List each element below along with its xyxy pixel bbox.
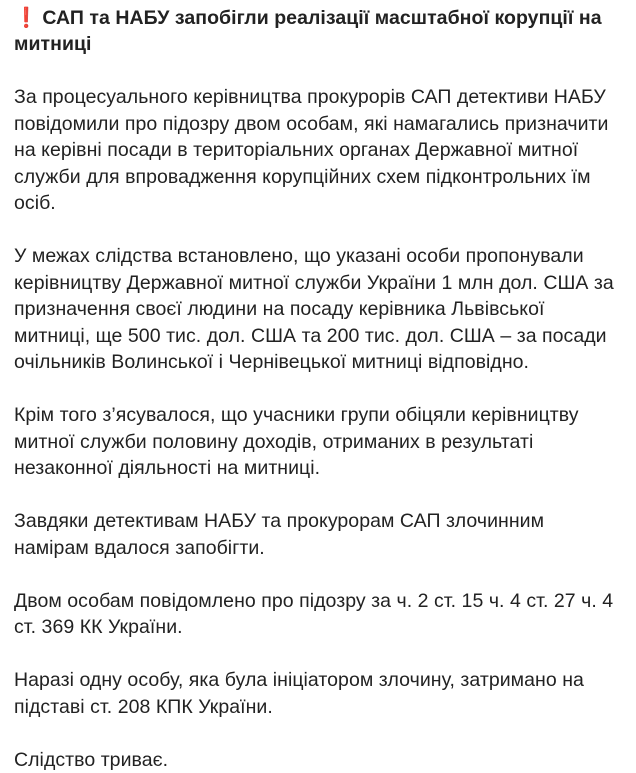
post-paragraph-1: За процесуального керівництва прокурорів САП детективи НАБУ повідомили про підозру двом особам, які намагались призначити на керівні посади в територіальних органах Державної митної служби для впровадження корупційних схем підконтрольних їм осіб. (14, 84, 622, 217)
post-title (14, 5, 622, 57)
post-paragraph-7: Слідство триває. (14, 747, 622, 773)
post-paragraph-2: У межах слідства встановлено, що указані особи пропонували керівництву Державної митної служби України 1 млн дол. США за призначення своєї людини на посаду керівника Львівської митниці, ще 500 тис. дол. США та 200 тис. дол. США – за посади очільників Волинської і Чернівецької митниці відповідно. (14, 243, 622, 376)
post-paragraph-6: Наразі одну особу, яка була ініціатором злочину, затримано на підставі ст. 208 КПК України. (14, 667, 622, 720)
post-title-text: САП та НАБУ запобігли реалізації масштабної корупції на митниці (14, 7, 602, 55)
post-paragraph-3: Крім того з’ясувалося, що учасники групи обіцяли керівництву митної служби половину доходів, отриманих в результаті незаконної діяльності на митниці. (14, 402, 622, 482)
post-paragraph-5: Двом особам повідомлено про підозру за ч. 2 ст. 15 ч. 4 ст. 27 ч. 4 ст. 369 КК України. (14, 588, 622, 641)
exclamation-icon: ❗ (14, 7, 38, 29)
post-paragraph-4: Завдяки детективам НАБУ та прокурорам САП злочинним намірам вдалося запобігти. (14, 508, 622, 561)
